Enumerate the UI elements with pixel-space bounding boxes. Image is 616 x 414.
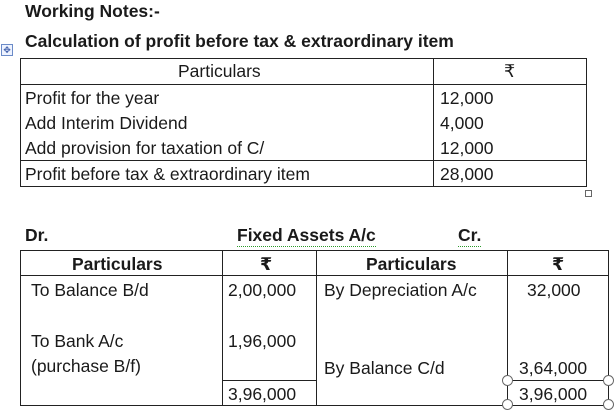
row-amount: 4,000 xyxy=(440,113,484,133)
credit-entry-amount: 3,64,000 xyxy=(519,358,588,378)
selection-handle[interactable] xyxy=(603,399,614,410)
row-particulars: Profit for the year xyxy=(25,88,160,108)
credit-entry-particulars: By Balance C/d xyxy=(324,358,445,378)
dr-label: Dr. xyxy=(25,225,49,245)
credit-total: 3,96,000 xyxy=(519,384,588,404)
row-particulars: Add Interim Dividend xyxy=(25,113,188,133)
debit-entry-amount: 1,96,000 xyxy=(228,331,297,351)
column-header-amount: ₹ xyxy=(504,61,516,81)
debit-entry-particulars: To Bank A/c xyxy=(31,331,124,351)
account-title: Fixed Assets A/c xyxy=(237,225,376,245)
debit-entry-particulars: To Balance B/d xyxy=(31,280,149,300)
debit-entry-amount: 2,00,000 xyxy=(228,280,297,300)
row-particulars: Profit before tax & extraordinary item xyxy=(25,164,310,184)
selection-handle[interactable] xyxy=(502,399,513,410)
debit-header-amount: ₹ xyxy=(260,254,273,274)
selection-handle[interactable] xyxy=(502,375,513,386)
debit-total: 3,96,000 xyxy=(228,384,297,404)
column-header-particulars: Particulars xyxy=(178,61,261,81)
working-notes-subtitle: Calculation of profit before tax & extraordinary item xyxy=(25,31,454,51)
table-move-handle-icon[interactable]: ✥ xyxy=(1,44,13,56)
credit-header-amount: ₹ xyxy=(552,254,565,274)
row-amount: 12,000 xyxy=(440,88,494,108)
row-amount: 12,000 xyxy=(440,138,494,158)
debit-header-particulars: Particulars xyxy=(72,254,163,274)
selection-handle[interactable] xyxy=(603,375,614,386)
credit-entry-amount: 32,000 xyxy=(527,280,581,300)
table-resize-handle[interactable] xyxy=(585,190,592,197)
debit-entry-particulars-note: (purchase B/f) xyxy=(31,356,141,376)
credit-entry-particulars: By Depreciation A/c xyxy=(324,280,477,300)
cr-label: Cr. xyxy=(458,225,482,245)
row-particulars: Add provision for taxation of C/ xyxy=(25,138,265,158)
credit-header-particulars: Particulars xyxy=(366,254,457,274)
working-notes-title: Working Notes:- xyxy=(25,1,160,21)
row-amount: 28,000 xyxy=(440,164,494,184)
